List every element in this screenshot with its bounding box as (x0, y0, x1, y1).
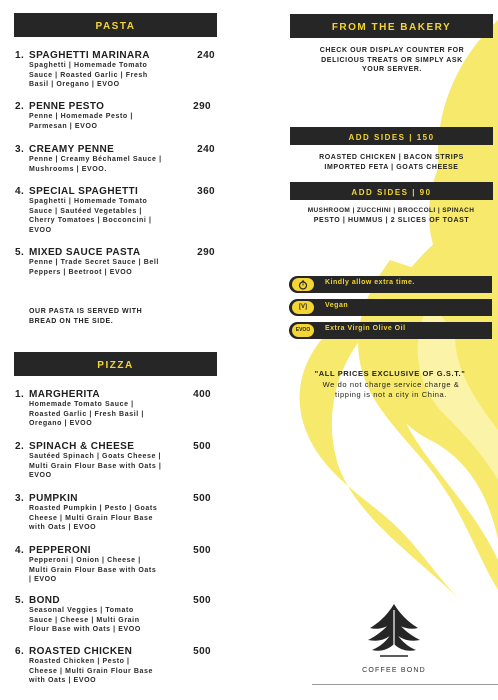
item-description: Homemade Tomato Sauce | Roasted Garlic | Fresh Basil | Oregano | EVOO (29, 401, 144, 427)
brand-name: COFFEE BOND (362, 667, 426, 674)
item-description: Penne | Trade Secret Sauce | Bell Peppers | Beetroot | EVOO (29, 259, 159, 276)
item-name: PUMPKIN (29, 493, 78, 504)
item-number: 3. (15, 493, 25, 504)
menu-item (15, 50, 215, 90)
item-name: MIXED SAUCE PASTA (29, 247, 141, 258)
bakery-text: CHECK OUR DISPLAY COUNTER FOR DELICIOUS TREATS OR SIMPLY ASK YOUR SERVER. (319, 47, 465, 73)
item-name: SPINACH & CHEESE (29, 441, 135, 452)
item-price: 500 (193, 646, 211, 657)
item-description: Penne | Homemade Pesto | Parmesan | EVOO (29, 113, 133, 130)
sides-90-header (290, 182, 493, 200)
menu-item (15, 545, 211, 585)
item-name: CREAMY PENNE (29, 144, 115, 155)
item-number: 4. (15, 545, 25, 556)
item-name: SPAGHETTI MARINARA (29, 50, 150, 61)
sides-90-title: ADD SIDES | 90 (351, 188, 432, 197)
bakery-title: FROM THE BAKERY (331, 22, 452, 33)
sides-150-header (290, 127, 493, 145)
item-number: 3. (15, 144, 25, 155)
evoo-icon: EVOO (292, 324, 314, 337)
menu-item (15, 389, 211, 429)
item-description: Spaghetti | Homemade Tomato Sauce | Sautéed Vegetables | Cherry Tomatoes | Bocconcini | EVOO (29, 198, 152, 234)
item-description: Penne | Creamy Béchamel Sauce | Mushrooms | EVOO. (29, 156, 162, 173)
sides-150-title: ADD SIDES | 150 (348, 133, 435, 142)
item-description: Spaghetti | Homemade Tomato Sauce | Roasted Garlic | Fresh Basil | Oregano | EVOO (29, 62, 148, 88)
item-number: 2. (15, 441, 25, 452)
legend-label: Vegan (325, 302, 349, 309)
menu-item (15, 186, 215, 235)
item-description: Sautéed Spinach | Goats Cheese | Multi Grain Flour Base with Oats | EVOO (29, 453, 162, 479)
item-name: ROASTED CHICKEN (29, 646, 133, 657)
item-name: BOND (29, 595, 61, 606)
sides-90-line-1: MUSHROOM | ZUCCHINI | BROCCOLI | SPINACH (307, 207, 475, 214)
item-number: 5. (15, 247, 25, 258)
legend-extra-time (289, 276, 492, 293)
bakery-header (290, 14, 493, 38)
item-price: 360 (197, 186, 215, 197)
menu-item (15, 441, 211, 481)
item-number: 4. (15, 186, 25, 197)
item-number: 5. (15, 595, 25, 606)
item-price: 500 (193, 441, 211, 452)
item-price: 240 (197, 144, 215, 155)
item-name: SPECIAL SPAGHETTI (29, 186, 139, 197)
item-price: 290 (193, 101, 211, 112)
vegan-icon: [V] (292, 301, 314, 314)
item-name: PENNE PESTO (29, 101, 105, 112)
item-name: MARGHERITA (29, 389, 101, 400)
item-description: Roasted Chicken | Pesto | Cheese | Multi Grain Flour Base with Oats | EVOO (29, 658, 154, 684)
item-description: Seasonal Veggies | Tomato Sauce | Cheese | Multi Grain Flour Base with Oats | EVOO (29, 607, 141, 633)
pasta-header (14, 13, 217, 37)
coffee-bond-logo (360, 600, 428, 660)
pasta-bread-note: OUR PASTA IS SERVED WITH BREAD ON THE SIDE. (29, 308, 143, 325)
item-price: 500 (193, 545, 211, 556)
item-description: Pepperoni | Onion | Cheese | Multi Grain Flour Base with Oats | EVOO (29, 557, 157, 583)
legend-vegan (289, 299, 492, 316)
item-price: 240 (197, 50, 215, 61)
item-number: 6. (15, 646, 25, 657)
legend-evoo (289, 322, 492, 339)
item-price: 400 (193, 389, 211, 400)
menu-item (15, 144, 215, 174)
item-price: 290 (197, 247, 215, 258)
menu-item (15, 101, 211, 131)
prices-text: We do not charge service charge & tipping is not a city in China. (322, 380, 460, 399)
item-name: PEPPERONI (29, 545, 91, 556)
item-price: 500 (193, 493, 211, 504)
sides-150-line-1: ROASTED CHICKEN | BACON STRIPS (319, 154, 464, 161)
item-number: 1. (15, 50, 25, 61)
pasta-title: PASTA (95, 21, 136, 32)
sides-150-line-2: IMPORTED FETA | GOATS CHEESE (324, 164, 459, 171)
pizza-title: PIZZA (97, 360, 134, 371)
sides-90-line-2: PESTO | HUMMUS | 2 SLICES OF TOAST (313, 217, 470, 224)
timer-icon (292, 278, 314, 291)
menu-item (15, 493, 211, 533)
legend-label: Extra Virgin Olive Oil (325, 325, 406, 332)
item-description: Roasted Pumpkin | Pesto | Goats Cheese | Multi Grain Flour Base with Oats | EVOO (29, 505, 158, 531)
item-number: 2. (15, 101, 25, 112)
bottom-rule (312, 684, 498, 685)
item-price: 500 (193, 595, 211, 606)
menu-item (15, 646, 211, 686)
pizza-header (14, 352, 217, 376)
item-number: 1. (15, 389, 25, 400)
menu-item (15, 595, 211, 635)
prices-heading: "ALL PRICES EXCLUSIVE OF G.S.T." (314, 369, 466, 378)
menu-item (15, 247, 215, 277)
legend-label: Kindly allow extra time. (325, 279, 415, 286)
